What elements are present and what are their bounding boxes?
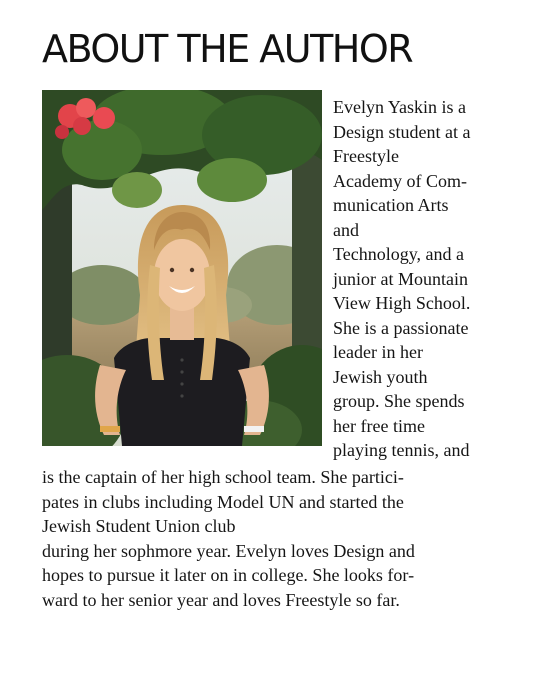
- bio-line: group. She spends: [333, 391, 465, 411]
- bio-line: her free time: [333, 415, 425, 436]
- bio-line: Jewish Student Union club: [42, 516, 236, 536]
- bio-line: munication Arts: [333, 195, 449, 215]
- bio-line: and: [333, 219, 359, 240]
- author-bio-wrapped: [333, 95, 470, 463]
- bio-line: playing tennis, and: [333, 440, 470, 460]
- bio-line: ward to her senior year and loves Freestyle so far.: [42, 589, 400, 610]
- bio-line: Jewish youth: [333, 366, 428, 387]
- page-title: ABOUT THE AUTHOR: [42, 27, 413, 71]
- author-photo: [42, 90, 322, 446]
- bio-line: Evelyn Yaskin is a: [333, 97, 467, 117]
- bio-line: pates in clubs including Model UN and started the: [42, 491, 404, 512]
- bio-line: View High School.: [333, 293, 471, 313]
- author-bio-full-width: [42, 465, 415, 612]
- bio-line: Academy of Com-: [333, 170, 467, 191]
- bio-line: Freestyle: [333, 146, 399, 166]
- bio-line: hopes to pursue it later on in college. She looks for-: [42, 565, 415, 585]
- bio-line: Design student at a: [333, 121, 471, 142]
- bio-line: leader in her: [333, 342, 423, 362]
- bio-line: during her sophmore year. Evelyn loves Design and: [42, 540, 415, 561]
- bio-line: Technology, and a: [333, 244, 465, 264]
- bio-line: is the captain of her high school team. She partici-: [42, 467, 404, 487]
- bio-line: She is a passionate: [333, 317, 469, 338]
- bio-line: junior at Mountain: [333, 268, 468, 289]
